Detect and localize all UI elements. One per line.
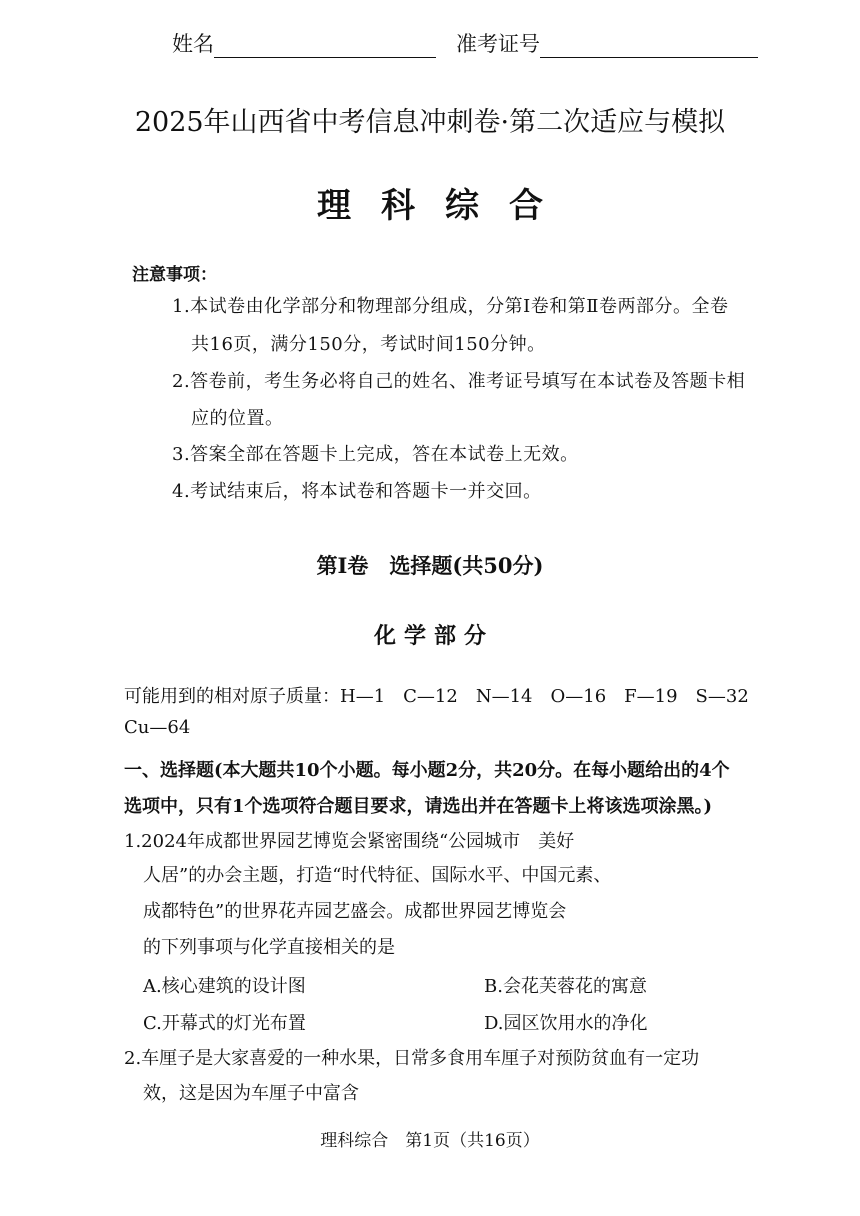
- question-1-option-d: D.园区饮用水的净化: [484, 1013, 648, 1034]
- section-title: 第Ⅰ卷 选择题(共50分): [316, 553, 544, 578]
- name-field: [172, 28, 436, 58]
- subject-title: 理科综合: [317, 186, 573, 226]
- question-2-line-2: 效，这是因为车厘子中富含: [143, 1083, 359, 1104]
- atomic-masses-line-2: Cu—64: [124, 717, 191, 738]
- notice-item-1-line-1: 1.本试卷由化学部分和物理部分组成，分第Ⅰ卷和第Ⅱ卷两部分。全卷: [172, 296, 729, 317]
- question-1-line-2: 人居”的办会主题，打造“时代特征、国际水平、中国元素、: [143, 865, 612, 886]
- question-1-option-a: A.核心建筑的设计图: [143, 976, 306, 997]
- exam-id-field: [456, 28, 758, 58]
- instructions-line-2: 选项中，只有1个选项符合题目要求，请选出并在答题卡上将该选项涂黑。): [124, 796, 713, 817]
- question-1-option-c: C.开幕式的灯光布置: [143, 1013, 306, 1034]
- exam-id-label: 准考证号: [456, 32, 540, 56]
- page-footer: 理科综合 第1页（共16页）: [320, 1131, 540, 1151]
- question-1-option-b: B.会花芙蓉花的寓意: [484, 976, 647, 997]
- part-title: 化学部分: [373, 623, 494, 649]
- question-1-line-3: 成都特色”的世界花卉园艺盛会。成都世界园艺博览会: [143, 901, 567, 922]
- instructions-line-1: 一、选择题(本大题共10个小题。每小题2分，共20分。在每小题给出的4个: [124, 760, 730, 781]
- exam-title: 2025年山西省中考信息冲刺卷·第二次适应与模拟: [134, 107, 726, 138]
- question-1-line-1: 1.2024年成都世界园艺博览会紧密围绕“公园城市 美好: [124, 831, 575, 852]
- notice-item-3: 3.答案全部在答题卡上完成，答在本试卷上无效。: [172, 444, 579, 465]
- question-1-line-4: 的下列事项与化学直接相关的是: [143, 937, 395, 958]
- notice-item-2-line-2: 应的位置。: [191, 408, 284, 429]
- question-2-line-1: 2.车厘子是大家喜爱的一种水果，日常多食用车厘子对预防贫血有一定功: [124, 1048, 700, 1069]
- notice-item-4: 4.考试结束后，将本试卷和答题卡一并交回。: [172, 481, 542, 502]
- atomic-masses-line-1: 可能用到的相对原子质量：H—1 C—12 N—14 O—16 F—19 S—32: [124, 686, 749, 707]
- name-blank-line: [214, 35, 436, 58]
- notice-item-1-line-2: 共16页，满分150分，考试时间150分钟。: [191, 334, 546, 355]
- exam-id-blank-line: [540, 35, 758, 58]
- name-label: 姓名: [172, 32, 214, 56]
- notice-item-2-line-1: 2.答卷前，考生务必将自己的姓名、准考证号填写在本试卷及答题卡相: [172, 371, 746, 392]
- notice-heading: 注意事项：: [132, 265, 217, 285]
